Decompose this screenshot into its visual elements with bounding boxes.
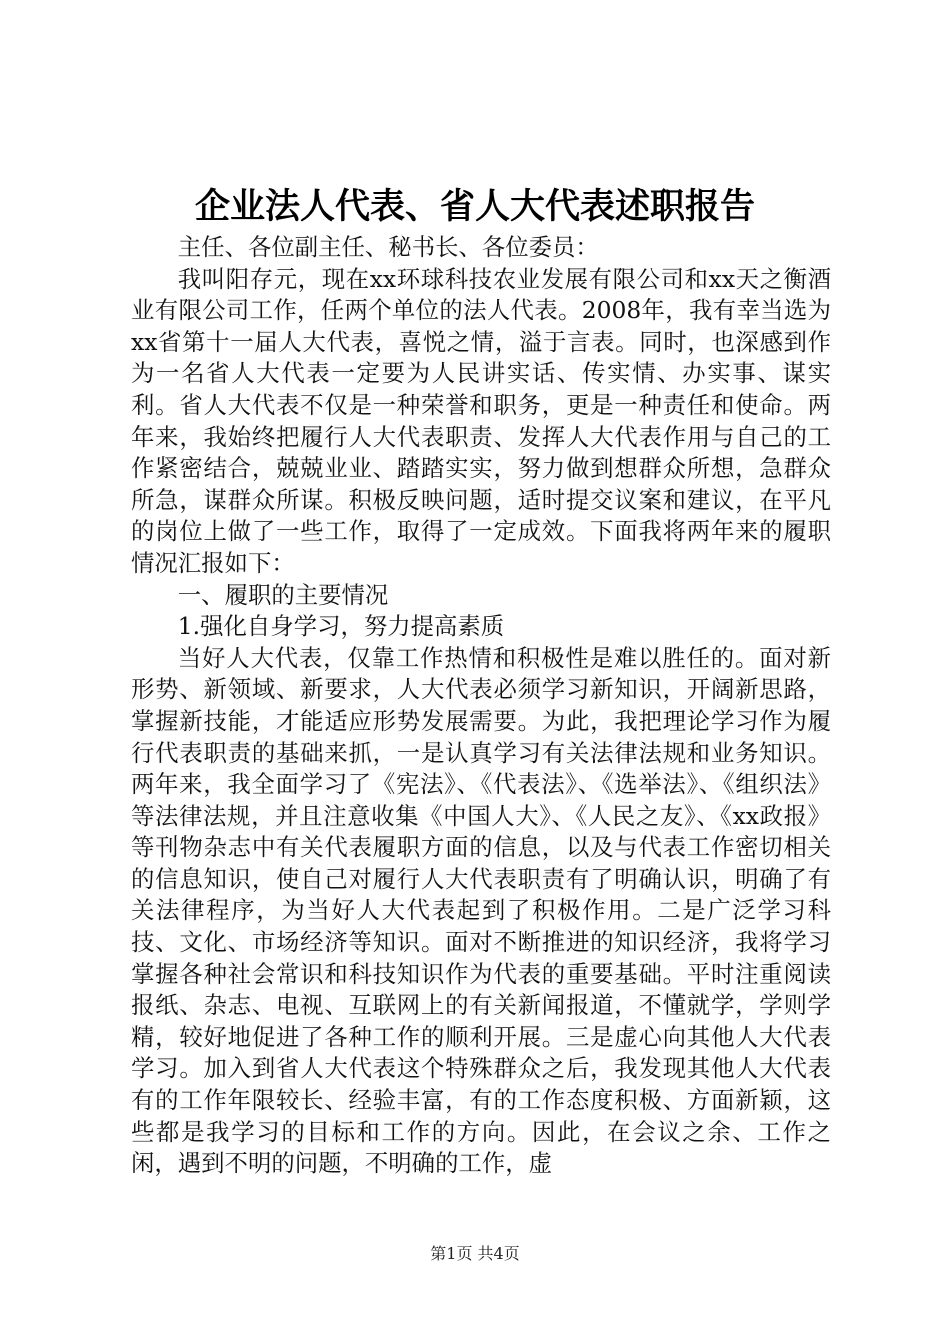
document-title: 企业法人代表、省人大代表述职报告: [194, 186, 755, 227]
document-body: [131, 232, 831, 1180]
intro-paragraph: 我叫阳存元，现在xx环球科技农业发展有限公司和xx天之衡酒业有限公司工作，任两个单位的法人代表。2008年，我有幸当选为xx省第十一届人大代表，喜悦之情，溢于言表。同时，也深感到作为一名省人大代表一定要为人民讲实话、传实情、办实事、谋实利。省人大代表不仅是一种荣誉和职务，更是一种责任和使命。两年来，我始终把履行人大代表职责、发挥人大代表作用与自己的工作紧密结合，兢兢业业、踏踏实实，努力做到想群众所想，急群众所急，谋群众所谋。积极反映问题，适时提交议案和建议，在平凡的岗位上做了一些工作，取得了一定成效。下面我将两年来的履职情况汇报如下：: [131, 264, 831, 577]
subsection-heading: 1.强化自身学习，努力提高素质: [177, 612, 505, 641]
section-heading: 一、履职的主要情况: [177, 580, 389, 609]
salutation: 主任、各位副主任、秘书长、各位委员：: [177, 233, 599, 261]
page-footer: 第1页 共4页: [430, 1244, 520, 1263]
body-paragraph: 当好人大代表，仅靠工作热情和积极性是难以胜任的。面对新形势、新领域、新要求，人大代表必须学习新知识，开阔新思路，掌握新技能，才能适应形势发展需要。为此，我把理论学习作为履行代表职责的基础来抓，一是认真学习有关法律法规和业务知识。两年来，我全面学习了《宪法》、《代表法》、《选举法》、《组织法》等法律法规，并且注意收集《中国人大》、《人民之友》、《xx政报》等刊物杂志中有关代表履职方面的信息，以及与代表工作密切相关的信息知识，使自己对履行人大代表职责有了明确认识，明确了有关法律程序，为当好人大代表起到了积极作用。二是广泛学习科技、文化、市场经济等知识。面对不断推进的知识经济，我将学习掌握各种社会常识和科技知识作为代表的重要基础。平时注重阅读报纸、杂志、电视、互联网上的有关新闻报道，不懂就学，学则学精，较好地促进了各种工作的顺利开展。三是虚心向其他人大代表学习。加入到省人大代表这个特殊群众之后，我发现其他人大代表有的工作年限较长、经验丰富，有的工作态度积极、方面新颖，这些都是我学习的目标和工作的方向。因此，在会议之余、工作之闲，遇到不明的问题，不明确的工作，虚: [131, 643, 831, 1178]
